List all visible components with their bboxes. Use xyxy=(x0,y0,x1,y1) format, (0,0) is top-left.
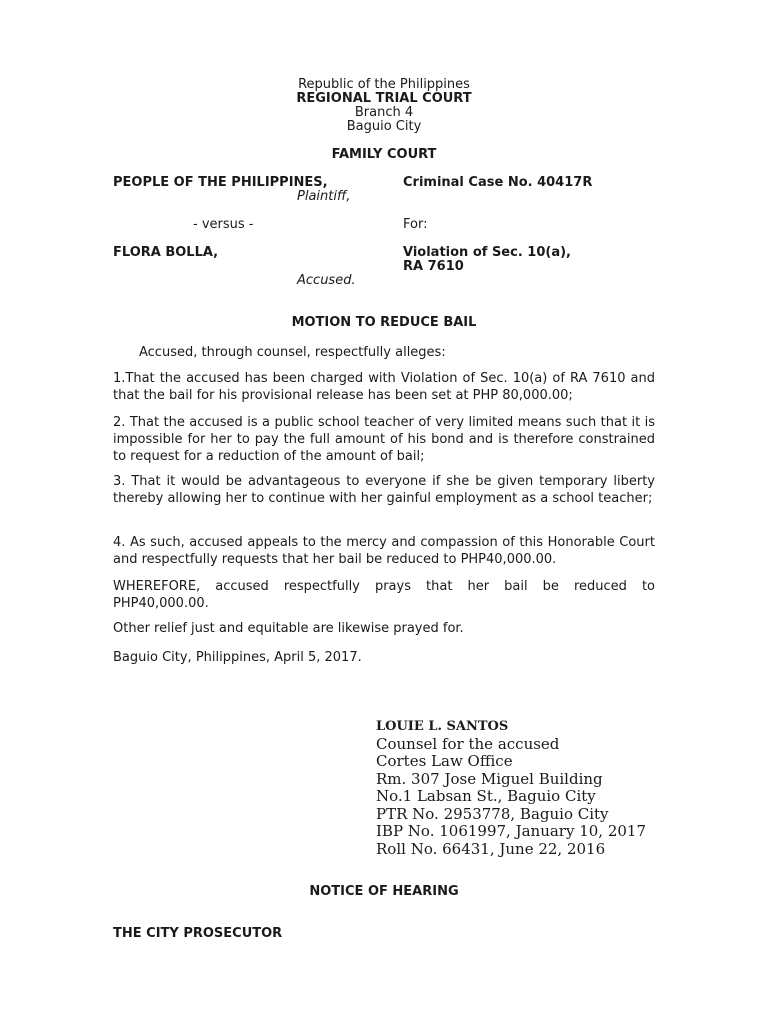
notice-title: NOTICE OF HEARING xyxy=(309,884,459,899)
for-label: For: xyxy=(403,217,428,232)
paragraph-4: 4. As such, accused appeals to the mercy and compassion of this Honorable Court and respectfully requests that her bail be reduced to PHP40,000.00. xyxy=(113,535,655,567)
ibp-number: IBP No. 1061997, January 10, 2017 xyxy=(376,822,647,840)
accused-role: Accused. xyxy=(297,273,356,288)
notice-addressee: THE CITY PROSECUTOR xyxy=(113,926,283,941)
ptr-number: PTR No. 2953778, Baguio City xyxy=(376,804,609,823)
case-number: Criminal Case No. 40417R xyxy=(403,175,593,190)
other-relief: Other relief just and equitable are likewise prayed for. xyxy=(113,621,464,636)
date-place: Baguio City, Philippines, April 5, 2017. xyxy=(113,650,362,665)
counsel-role: Counsel for the accused xyxy=(376,734,560,753)
plaintiff-role: Plaintiff, xyxy=(297,189,351,204)
office-street: No.1 Labsan St., Baguio City xyxy=(376,787,596,805)
motion-intro: Accused, through counsel, respectfully alleges: xyxy=(139,345,446,360)
plaintiff-name: PEOPLE OF THE PHILIPPINES, xyxy=(113,175,328,190)
motion-title: MOTION TO REDUCE BAIL xyxy=(291,315,477,330)
republic-line: Republic of the Philippines xyxy=(298,77,470,92)
paragraph-3: 3. That it would be advantageous to everyone if she be given temporary liberty thereby allowing her to continue with her gainful employment as a school teacher; xyxy=(113,474,655,506)
branch-line: Branch 4 xyxy=(354,105,414,120)
violation-line-2: RA 7610 xyxy=(403,259,464,274)
court-name: REGIONAL TRIAL COURT xyxy=(296,91,472,106)
roll-number: Roll No. 66431, June 22, 2016 xyxy=(376,839,606,858)
violation-line-1: Violation of Sec. 10(a), xyxy=(403,245,571,260)
city-line: Baguio City xyxy=(346,119,422,134)
versus-label: - versus - xyxy=(193,217,254,232)
counsel-name: LOUIE L. SANTOS xyxy=(376,719,509,734)
accused-name: FLORA BOLLA, xyxy=(113,245,219,260)
law-office: Cortes Law Office xyxy=(376,752,513,770)
signature-block xyxy=(376,718,646,858)
paragraph-1: 1.That the accused has been charged with Violation of Sec. 10(a) of RA 7610 and that the bail for his provisional release has been set at PHP 80,000.00; xyxy=(113,371,655,403)
family-court-heading: FAMILY COURT xyxy=(331,147,437,162)
wherefore-clause: WHEREFORE, accused respectfully prays that her bail be reduced to PHP40,000.00. xyxy=(113,579,655,611)
office-room: Rm. 307 Jose Miguel Building xyxy=(376,769,603,788)
paragraph-2: 2. That the accused is a public school teacher of very limited means such that it is impossible for her to pay the full amount of his bond and is therefore constrained to request for a reduction of the amount of bail; xyxy=(113,415,655,464)
